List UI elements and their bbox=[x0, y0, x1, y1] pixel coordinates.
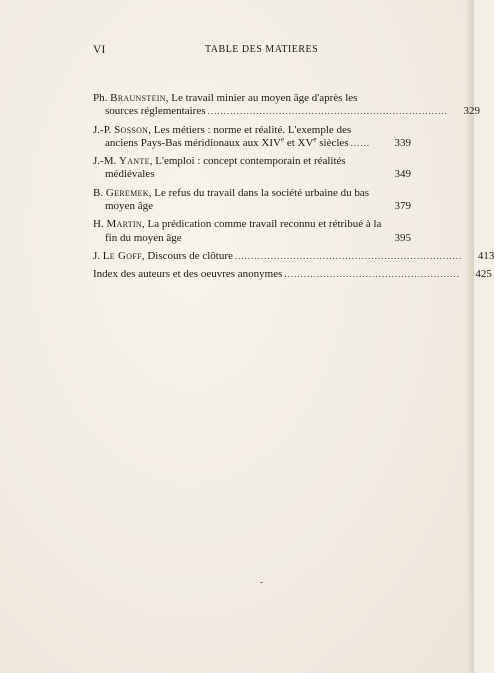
author-name: Yante bbox=[118, 155, 150, 168]
page-number: 425 bbox=[475, 268, 492, 281]
page-number: 329 bbox=[463, 105, 480, 118]
toc-entry-line bbox=[93, 249, 494, 263]
author-name: Braunstein bbox=[110, 92, 166, 104]
author-name: Le Goff bbox=[102, 249, 142, 262]
toc-entry bbox=[93, 218, 411, 245]
entry-title-cont: moyen âge bbox=[105, 200, 153, 213]
author-name: Geremek bbox=[105, 186, 149, 199]
dot-leader: ...................................................... bbox=[284, 269, 460, 280]
page-folio: VI bbox=[93, 44, 106, 56]
author-initial: H. bbox=[93, 218, 104, 231]
paper-speck bbox=[260, 582, 263, 583]
author-initial: J. bbox=[93, 249, 101, 262]
entry-title: , Discours de clôture bbox=[141, 249, 233, 262]
entry-title: , L'emploi : concept contemporain et réalités bbox=[149, 155, 346, 168]
page-number: 413 bbox=[477, 249, 494, 262]
toc-entry bbox=[93, 268, 492, 281]
running-title: TABLE DES MATIERES bbox=[205, 44, 319, 55]
author-name: Martin bbox=[106, 218, 142, 231]
page-number: 349 bbox=[394, 168, 411, 181]
page-number: 379 bbox=[394, 200, 411, 213]
toc-entry bbox=[93, 187, 411, 214]
author-initial: J.-M. bbox=[93, 155, 117, 168]
entry-title-cont: médiévales bbox=[105, 168, 155, 181]
dot-leader: ...................................................................... bbox=[234, 250, 463, 261]
entry-title-cont: sources réglementaires bbox=[105, 105, 206, 118]
entry-title: , Les métiers : norme et réalité. L'exemple des bbox=[148, 123, 352, 136]
author-initial: J.-P. bbox=[93, 123, 112, 136]
toc-entry bbox=[93, 92, 480, 119]
dot-leader: .......................................................................... bbox=[207, 106, 448, 117]
entry-title-cont: anciens Pays-Bas méridionaux aux XIVe et XVe siècles bbox=[105, 135, 349, 149]
running-header bbox=[93, 44, 411, 60]
toc-entry-line bbox=[93, 155, 411, 168]
toc-entry bbox=[93, 249, 494, 263]
author-name: Sosson bbox=[114, 123, 149, 136]
toc-entry bbox=[93, 155, 411, 182]
page-number: 395 bbox=[394, 231, 411, 244]
toc-entry-line bbox=[93, 187, 411, 200]
toc-entry-line bbox=[93, 124, 411, 137]
dot-leader: ...... bbox=[350, 137, 371, 148]
page-number: 339 bbox=[394, 136, 411, 149]
entry-title-cont: fin du moyen âge bbox=[105, 231, 182, 244]
author-initial: Ph. bbox=[93, 92, 108, 104]
toc-entry bbox=[93, 124, 411, 151]
entry-title: , Le refus du travail dans la société urbaine du bas bbox=[148, 186, 370, 199]
entry-title: , Le travail minier au moyen âge d'après les bbox=[165, 92, 358, 104]
page-edge-shadow bbox=[466, 0, 474, 673]
table-of-contents bbox=[93, 92, 494, 287]
entry-title: Index des auteurs et des oeuvres anonymes bbox=[93, 268, 283, 281]
toc-entry-line bbox=[93, 218, 411, 231]
toc-entry-line bbox=[93, 268, 492, 281]
toc-entry-line bbox=[93, 92, 411, 105]
entry-title: , La prédication comme travail reconnu et rétribué à la bbox=[142, 218, 382, 231]
author-initial: B. bbox=[93, 186, 104, 199]
